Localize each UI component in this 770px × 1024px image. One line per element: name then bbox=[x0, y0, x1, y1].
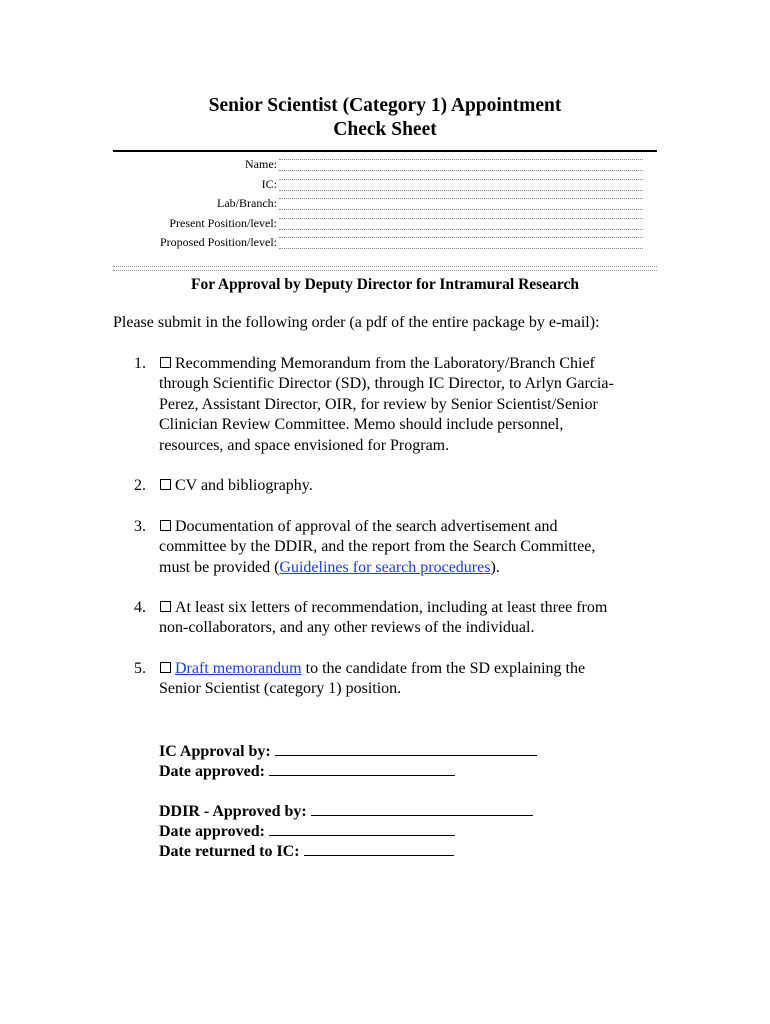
header-fields bbox=[113, 155, 657, 253]
section-heading: For Approval by Deputy Director for Intramural Research bbox=[191, 276, 579, 293]
ic-approval-label: IC Approval by: bbox=[159, 743, 271, 760]
item-number: 4. bbox=[134, 599, 146, 616]
date-approved-label: Date approved: bbox=[159, 823, 265, 840]
field-row-name bbox=[113, 155, 657, 175]
name-field[interactable] bbox=[279, 159, 643, 171]
ddir-approval-field[interactable] bbox=[311, 801, 533, 816]
field-label-proposed-position: Proposed Position/level: bbox=[160, 235, 277, 249]
lab-branch-field[interactable] bbox=[279, 198, 643, 210]
field-row-proposed-position bbox=[113, 233, 657, 253]
checkbox[interactable] bbox=[160, 357, 171, 368]
date-returned-label: Date returned to IC: bbox=[159, 843, 300, 860]
item-text: CV and bibliography. bbox=[175, 477, 313, 494]
intro-text: Please submit in the following order (a pdf of the entire package by e-mail): bbox=[113, 314, 600, 331]
item-text: Senior Scientist (category 1) position. bbox=[159, 680, 402, 698]
item-text: Documentation of approval of the search advertisement and bbox=[175, 518, 558, 535]
item-text: Clinician Review Committee. Memo should include personnel, bbox=[159, 416, 564, 434]
item-text: resources, and space envisioned for Program. bbox=[159, 436, 450, 454]
title-divider bbox=[113, 150, 657, 152]
title-line-1: Senior Scientist (Category 1) Appointment bbox=[208, 95, 562, 116]
field-row-present-position bbox=[113, 214, 657, 234]
item-text: At least six letters of recommendation, including at least three from bbox=[175, 599, 608, 616]
field-row-lab-branch bbox=[113, 194, 657, 214]
item-text: to the candidate from the SD explaining the bbox=[301, 660, 586, 677]
item-text: Perez, Assistant Director, OIR, for review by Senior Scientist/Senior bbox=[159, 395, 598, 413]
date-approved-row-1 bbox=[159, 761, 455, 782]
search-guidelines-link[interactable]: Guidelines for search procedures bbox=[279, 558, 491, 576]
checkbox[interactable] bbox=[160, 662, 171, 673]
document-title bbox=[0, 94, 770, 142]
item-number: 3. bbox=[134, 518, 146, 535]
ic-field[interactable] bbox=[279, 179, 643, 191]
item-number: 5. bbox=[134, 660, 146, 677]
item-text: Recommending Memorandum from the Laboratory/Branch Chief bbox=[175, 355, 595, 372]
present-position-field[interactable] bbox=[279, 218, 643, 230]
field-label-lab-branch: Lab/Branch: bbox=[217, 196, 277, 210]
checkbox[interactable] bbox=[160, 601, 171, 612]
item-text: non-collaborators, and any other reviews of the individual. bbox=[159, 619, 535, 637]
date-approved-row-2 bbox=[159, 821, 455, 842]
proposed-position-field[interactable] bbox=[279, 237, 643, 249]
draft-memorandum-link[interactable]: Draft memorandum bbox=[175, 660, 302, 677]
date-approved-field[interactable] bbox=[269, 821, 455, 836]
item-text: must be provided ( bbox=[159, 558, 280, 576]
item-number: 2. bbox=[134, 477, 146, 494]
item-text: committee by the DDIR, and the report from the Search Committee, bbox=[159, 538, 596, 556]
title-line-2: Check Sheet bbox=[333, 119, 437, 140]
item-number: 1. bbox=[134, 355, 146, 372]
date-approved-field[interactable] bbox=[269, 761, 455, 776]
date-returned-field[interactable] bbox=[304, 841, 454, 856]
checkbox[interactable] bbox=[160, 479, 171, 490]
checkbox[interactable] bbox=[160, 520, 171, 531]
field-row-ic bbox=[113, 175, 657, 195]
ddir-approval-label: DDIR - Approved by: bbox=[159, 803, 307, 820]
date-returned-row bbox=[159, 841, 454, 862]
item-text: through Scientific Director (SD), through IC Director, to Arlyn Garcia- bbox=[159, 375, 614, 393]
date-approved-label: Date approved: bbox=[159, 763, 265, 780]
field-label-name: Name: bbox=[245, 157, 277, 171]
field-label-ic: IC: bbox=[261, 176, 277, 191]
ic-approval-field[interactable] bbox=[275, 741, 537, 756]
section-divider bbox=[113, 266, 657, 271]
field-label-present-position: Present Position/level: bbox=[169, 215, 277, 230]
item-text: ). bbox=[490, 558, 500, 576]
ddir-approval-row bbox=[159, 801, 533, 822]
ic-approval-row bbox=[159, 741, 537, 762]
